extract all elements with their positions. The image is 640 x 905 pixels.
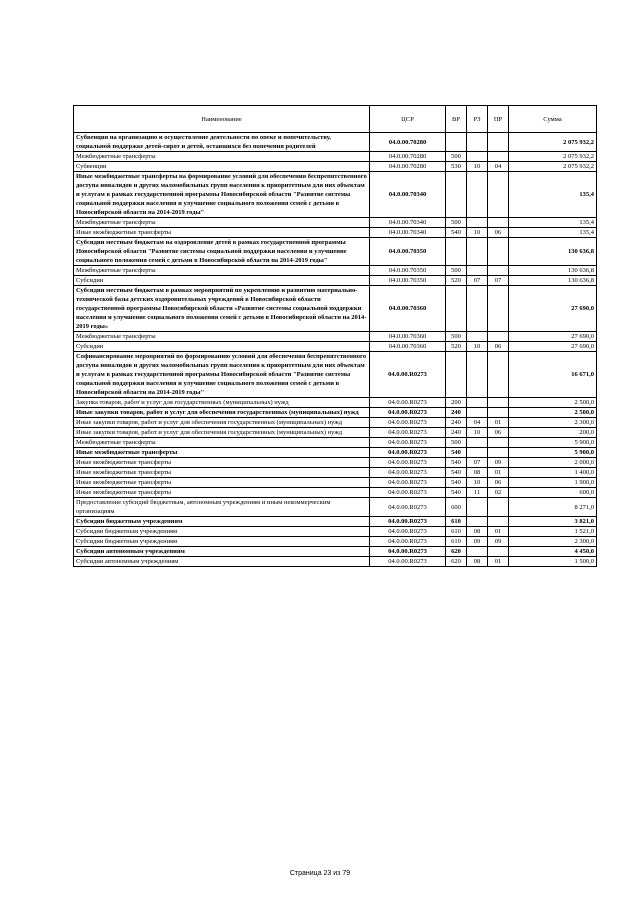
- cell-pr: [488, 172, 509, 218]
- table-row: [74, 418, 597, 428]
- cell-vr: 610: [446, 527, 467, 537]
- cell-vr: 240: [446, 418, 467, 428]
- cell-vr: 200: [446, 398, 467, 408]
- cell-vr: [446, 238, 467, 266]
- cell-rz: 10: [467, 162, 488, 172]
- cell-name: Закупка товаров, работ и услуг для государственных (муниципальных) нужд: [74, 398, 370, 408]
- cell-csr: 04.0.00.70360: [370, 342, 446, 352]
- cell-pr: 09: [488, 458, 509, 468]
- header-csr: ЦСР: [370, 106, 446, 133]
- cell-sum: 2 075 932,2: [509, 152, 597, 162]
- cell-sum: 2 075 932,2: [509, 162, 597, 172]
- cell-rz: [467, 266, 488, 276]
- cell-name: Софинансирование мероприятий по формированию условий для обеспечения беспрепятственного доступа инвалидов и других маломобильных групп населения к приоритетным для них объектам и услугам в рамках государственной программы Новосибирской области "Развитие системы социальной поддержки населения и улучшение социального положения семей с детьми в Новосибирской области на 2014-2019 годы": [74, 352, 370, 398]
- cell-csr: 04.0.00.R0273: [370, 547, 446, 557]
- cell-name: Межбюджетные трансферты: [74, 266, 370, 276]
- table-row: [74, 172, 597, 218]
- cell-sum: 1 900,0: [509, 478, 597, 488]
- cell-vr: 620: [446, 557, 467, 567]
- table-row: [74, 428, 597, 438]
- header-rz: РЗ: [467, 106, 488, 133]
- cell-pr: 06: [488, 342, 509, 352]
- cell-vr: 540: [446, 458, 467, 468]
- cell-name: Иные межбюджетные трансферты на формирование условий для обеспечения беспрепятственного доступа инвалидов и других маломобильных групп населения к приоритетным для них объектам и услугам в рамках государственной программы Новосибирской области "Развитие системы социальной поддержки населения и улучшение социального положения семей с детьми в Новосибирской области на 2014-2019 годы": [74, 172, 370, 218]
- cell-sum: 27 690,0: [509, 342, 597, 352]
- cell-rz: [467, 438, 488, 448]
- cell-vr: 540: [446, 448, 467, 458]
- header-pr: ПР: [488, 106, 509, 133]
- cell-vr: 240: [446, 408, 467, 418]
- cell-csr: 04.0.00.70350: [370, 266, 446, 276]
- cell-sum: 2 300,0: [509, 418, 597, 428]
- cell-name: Иные закупки товаров, работ и услуг для обеспечения государственных (муниципальных) нужд: [74, 408, 370, 418]
- cell-vr: [446, 133, 467, 152]
- cell-csr: 04.0.00.70350: [370, 238, 446, 266]
- cell-csr: 04.0.00.R0273: [370, 352, 446, 398]
- table-body: [74, 133, 597, 567]
- table-row: [74, 352, 597, 398]
- cell-name: Субсидии автономным учреждениям: [74, 557, 370, 567]
- cell-sum: 135,4: [509, 218, 597, 228]
- cell-csr: 04.0.00.R0273: [370, 458, 446, 468]
- cell-sum: 27 690,0: [509, 286, 597, 332]
- cell-vr: 540: [446, 488, 467, 498]
- cell-rz: 10: [467, 342, 488, 352]
- cell-name: Субсидии автономным учреждениям: [74, 547, 370, 557]
- table-row: [74, 527, 597, 537]
- cell-rz: [467, 498, 488, 517]
- cell-name: Межбюджетные трансферты: [74, 152, 370, 162]
- cell-csr: 04.0.00.70340: [370, 228, 446, 238]
- cell-rz: [467, 398, 488, 408]
- cell-csr: 04.0.00.R0273: [370, 557, 446, 567]
- cell-vr: 500: [446, 218, 467, 228]
- cell-rz: [467, 152, 488, 162]
- cell-sum: 2 075 932,2: [509, 133, 597, 152]
- budget-table: [73, 105, 597, 567]
- cell-rz: [467, 218, 488, 228]
- cell-name: Субсидии: [74, 342, 370, 352]
- cell-pr: 06: [488, 478, 509, 488]
- cell-vr: 610: [446, 537, 467, 547]
- table-row: [74, 468, 597, 478]
- cell-sum: 3 821,0: [509, 517, 597, 527]
- table-row: [74, 276, 597, 286]
- cell-sum: 200,0: [509, 428, 597, 438]
- cell-name: Субсидии бюджетным учреждениям: [74, 537, 370, 547]
- cell-vr: 540: [446, 478, 467, 488]
- table-row: [74, 517, 597, 527]
- table-row: [74, 478, 597, 488]
- cell-csr: 04.0.00.R0273: [370, 468, 446, 478]
- cell-csr: 04.0.00.R0273: [370, 408, 446, 418]
- cell-name: Иные закупки товаров, работ и услуг для обеспечения государственных (муниципальных) нужд: [74, 418, 370, 428]
- table-row: [74, 438, 597, 448]
- table-row: [74, 498, 597, 517]
- page-number: Страница 23 из 79: [289, 870, 351, 877]
- cell-vr: 530: [446, 162, 467, 172]
- table-row: [74, 448, 597, 458]
- cell-pr: [488, 517, 509, 527]
- cell-vr: 540: [446, 468, 467, 478]
- cell-pr: [488, 332, 509, 342]
- cell-rz: [467, 286, 488, 332]
- cell-sum: 16 671,0: [509, 352, 597, 398]
- table-row: [74, 228, 597, 238]
- cell-vr: 610: [446, 517, 467, 527]
- cell-csr: 04.0.00.R0273: [370, 527, 446, 537]
- cell-sum: 4 450,0: [509, 547, 597, 557]
- cell-vr: 540: [446, 228, 467, 238]
- cell-sum: 5 900,0: [509, 438, 597, 448]
- cell-pr: [488, 266, 509, 276]
- cell-csr: 04.0.00.70360: [370, 332, 446, 342]
- header-vr: ВР: [446, 106, 467, 133]
- cell-name: Субвенция на организацию и осуществление деятельности по опеке и попечительству, социальной поддержке детей-сирот и детей, оставшихся без попечения родителей: [74, 133, 370, 152]
- cell-sum: 130 636,8: [509, 238, 597, 266]
- cell-name: Иные межбюджетные трансферты: [74, 228, 370, 238]
- table-row: [74, 332, 597, 342]
- table-row: [74, 133, 597, 152]
- cell-csr: 04.0.00.70280: [370, 152, 446, 162]
- cell-name: Субвенции: [74, 162, 370, 172]
- cell-sum: 2 300,0: [509, 537, 597, 547]
- cell-rz: 08: [467, 527, 488, 537]
- cell-vr: 600: [446, 498, 467, 517]
- cell-pr: [488, 218, 509, 228]
- cell-csr: 04.0.00.R0273: [370, 488, 446, 498]
- cell-vr: 520: [446, 342, 467, 352]
- cell-pr: 01: [488, 557, 509, 567]
- cell-pr: [488, 408, 509, 418]
- cell-rz: [467, 517, 488, 527]
- cell-rz: 09: [467, 537, 488, 547]
- table-row: [74, 557, 597, 567]
- cell-rz: [467, 133, 488, 152]
- cell-pr: [488, 547, 509, 557]
- cell-name: Субсидии местным бюджетам в рамках мероприятий по укреплению и развитию материально-технической базы детских оздоровительных учреждений в Новосибирской области государственной программы Новосибирской области «Развитие системы социальной поддержки населения и улучшение социального положения семей с детьми в Новосибирской области на 2014-2019 годы»: [74, 286, 370, 332]
- cell-rz: [467, 352, 488, 398]
- cell-csr: 04.0.00.70280: [370, 133, 446, 152]
- table-row: [74, 342, 597, 352]
- cell-pr: [488, 438, 509, 448]
- cell-pr: 09: [488, 537, 509, 547]
- header-name: Наименование: [74, 106, 370, 133]
- cell-name: Субсидии местным бюджетам на оздоровление детей в рамках государственной программы Новосибирской области "Развитие системы социальной поддержки населения и улучшение социального положения семей с детьми в Новосибирской области на 2014-2019 годы": [74, 238, 370, 266]
- cell-csr: 04.0.00.70340: [370, 218, 446, 228]
- table-row: [74, 547, 597, 557]
- cell-rz: 04: [467, 418, 488, 428]
- cell-rz: 07: [467, 276, 488, 286]
- cell-sum: 600,0: [509, 488, 597, 498]
- cell-name: Предоставление субсидий бюджетным, автономным учреждениям и иным некоммерческим организациям: [74, 498, 370, 517]
- cell-rz: [467, 172, 488, 218]
- cell-csr: 04.0.00.R0273: [370, 537, 446, 547]
- cell-pr: [488, 133, 509, 152]
- table-row: [74, 266, 597, 276]
- cell-name: Субсидии бюджетным учреждениям: [74, 517, 370, 527]
- table-row: [74, 488, 597, 498]
- cell-rz: [467, 547, 488, 557]
- cell-name: Межбюджетные трансферты: [74, 438, 370, 448]
- cell-vr: 500: [446, 332, 467, 342]
- cell-sum: 130 636,8: [509, 266, 597, 276]
- cell-pr: [488, 286, 509, 332]
- cell-pr: 01: [488, 418, 509, 428]
- cell-rz: 10: [467, 228, 488, 238]
- cell-name: Иные межбюджетные трансферты: [74, 468, 370, 478]
- cell-csr: 04.0.00.R0273: [370, 498, 446, 517]
- table-row: [74, 238, 597, 266]
- cell-name: Субсидии бюджетным учреждениям: [74, 527, 370, 537]
- table-row: [74, 408, 597, 418]
- cell-csr: 04.0.00.R0273: [370, 517, 446, 527]
- cell-rz: [467, 408, 488, 418]
- cell-name: Иные межбюджетные трансферты: [74, 448, 370, 458]
- cell-csr: 04.0.00.R0273: [370, 428, 446, 438]
- table-row: [74, 218, 597, 228]
- cell-name: Иные закупки товаров, работ и услуг для обеспечения государственных (муниципальных) нужд: [74, 428, 370, 438]
- cell-csr: 04.0.00.R0273: [370, 418, 446, 428]
- cell-sum: 135,4: [509, 172, 597, 218]
- cell-name: Межбюджетные трансферты: [74, 218, 370, 228]
- cell-pr: 06: [488, 228, 509, 238]
- cell-sum: 27 690,0: [509, 332, 597, 342]
- cell-vr: 520: [446, 276, 467, 286]
- table-row: [74, 152, 597, 162]
- cell-name: Иные межбюджетные трансферты: [74, 458, 370, 468]
- table-row: [74, 162, 597, 172]
- cell-csr: 04.0.00.R0273: [370, 438, 446, 448]
- cell-pr: [488, 498, 509, 517]
- table-header-row: [74, 106, 597, 133]
- cell-sum: 8 271,0: [509, 498, 597, 517]
- cell-rz: [467, 332, 488, 342]
- cell-vr: 500: [446, 438, 467, 448]
- cell-rz: 11: [467, 488, 488, 498]
- cell-vr: 500: [446, 152, 467, 162]
- cell-pr: 06: [488, 428, 509, 438]
- cell-pr: [488, 352, 509, 398]
- cell-rz: [467, 448, 488, 458]
- cell-vr: 240: [446, 428, 467, 438]
- cell-sum: 1 500,0: [509, 557, 597, 567]
- cell-name: Межбюджетные трансферты: [74, 332, 370, 342]
- cell-rz: 08: [467, 557, 488, 567]
- cell-pr: 01: [488, 527, 509, 537]
- table-row: [74, 458, 597, 468]
- header-sum: Сумма: [509, 106, 597, 133]
- cell-pr: [488, 398, 509, 408]
- cell-rz: 07: [467, 458, 488, 468]
- cell-sum: 1 521,0: [509, 527, 597, 537]
- cell-csr: 04.0.00.R0273: [370, 478, 446, 488]
- table-row: [74, 286, 597, 332]
- cell-csr: 04.0.00.R0273: [370, 398, 446, 408]
- cell-pr: [488, 238, 509, 266]
- cell-sum: 5 900,0: [509, 448, 597, 458]
- cell-sum: 135,4: [509, 228, 597, 238]
- cell-csr: 04.0.00.70280: [370, 162, 446, 172]
- cell-csr: 04.0.00.70340: [370, 172, 446, 218]
- cell-vr: [446, 352, 467, 398]
- cell-pr: 07: [488, 276, 509, 286]
- cell-vr: 620: [446, 547, 467, 557]
- cell-pr: [488, 152, 509, 162]
- cell-rz: 10: [467, 428, 488, 438]
- cell-pr: 04: [488, 162, 509, 172]
- cell-pr: [488, 448, 509, 458]
- cell-vr: 500: [446, 266, 467, 276]
- cell-sum: 130 636,8: [509, 276, 597, 286]
- table-row: [74, 537, 597, 547]
- cell-csr: 04.0.00.R0273: [370, 448, 446, 458]
- cell-csr: 04.0.00.70350: [370, 276, 446, 286]
- cell-sum: 2 500,0: [509, 398, 597, 408]
- cell-rz: 08: [467, 468, 488, 478]
- cell-name: Иные межбюджетные трансферты: [74, 488, 370, 498]
- cell-rz: [467, 238, 488, 266]
- cell-csr: 04.0.00.70360: [370, 286, 446, 332]
- cell-pr: 01: [488, 468, 509, 478]
- cell-sum: 2 500,0: [509, 408, 597, 418]
- cell-sum: 2 000,0: [509, 458, 597, 468]
- cell-vr: [446, 286, 467, 332]
- cell-name: Субсидии: [74, 276, 370, 286]
- table-row: [74, 398, 597, 408]
- cell-sum: 1 400,0: [509, 468, 597, 478]
- cell-vr: [446, 172, 467, 218]
- cell-pr: 02: [488, 488, 509, 498]
- cell-rz: 10: [467, 478, 488, 488]
- cell-name: Иные межбюджетные трансферты: [74, 478, 370, 488]
